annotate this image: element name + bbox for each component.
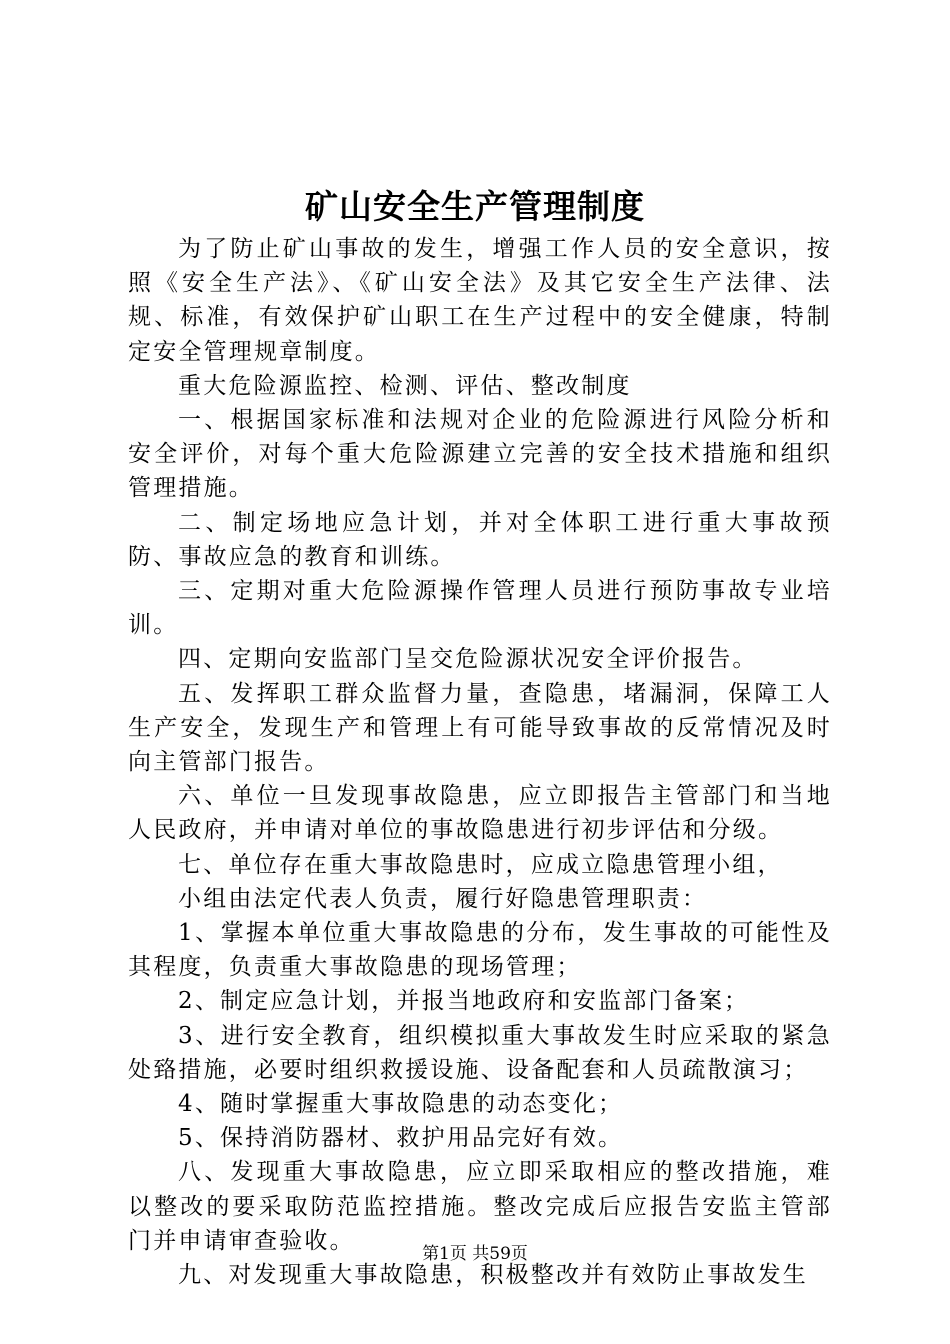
paragraph-item-8: 八、发现重大事故隐患，应立即采取相应的整改措施，难以整改的要采取防范监控措施。整改完成后应报告安监主管部门并申请审查验收。 — [128, 1159, 832, 1254]
paragraph-item-3: 三、定期对重大危险源操作管理人员进行预防事故专业培训。 — [128, 578, 832, 639]
paragraph-subitem-3: 3、进行安全教育，组织模拟重大事故发生时应采取的紧急处臵措施，必要时组织救援设施、设备配套和人员疏散演习； — [128, 1022, 832, 1083]
paragraph-section-heading: 重大危险源监控、检测、评估、整改制度 — [178, 372, 632, 399]
paragraph-subitem-5: 5、保持消防器材、救护用品完好有效。 — [178, 1125, 624, 1152]
document-title: 矿山安全生产管理制度 — [305, 187, 645, 226]
paragraph-item-9: 九、对发现重大事故隐患，积极整改并有效防止事故发生 — [178, 1262, 808, 1289]
paragraph-item-5: 五、发挥职工群众监督力量，查隐患，堵漏洞，保障工人生产安全，发现生产和管理上有可能导致事故的反常情况及时向主管部门报告。 — [128, 680, 832, 776]
paragraph-item-7: 七、单位存在重大事故隐患时，应成立隐患管理小组， — [178, 851, 783, 878]
paragraph-subitem-1: 1、掌握本单位重大事故隐患的分布，发生事故的可能性及其程度，负责重大事故隐患的现场管理； — [128, 920, 832, 981]
document-body — [128, 232, 832, 1292]
paragraph-intro: 为了防止矿山事故的发生，增强工作人员的安全意识，按照《安全生产法》、《矿山安全法》及其它安全生产法律、法规、标准，有效保护矿山职工在生产过程中的安全健康，特制定安全管理规章制度。 — [128, 236, 832, 365]
paragraph-item-4: 四、定期向安监部门呈交危险源状况安全评价报告。 — [178, 646, 758, 673]
paragraph-item-2: 二、制定场地应急计划，并对全体职工进行重大事故预防、事故应急的教育和训练。 — [128, 509, 832, 570]
paragraph-subitem-2: 2、制定应急计划，并报当地政府和安监部门备案； — [178, 988, 750, 1015]
paragraph-item-1: 一、根据国家标准和法规对企业的危险源进行风险分析和安全评价，对每个重大危险源建立完善的安全技术措施和组织管理措施。 — [128, 407, 832, 502]
paragraph-item-6: 六、单位一旦发现事故隐患，应立即报告主管部门和当地人民政府，并申请对单位的事故隐患进行初步评估和分级。 — [128, 783, 832, 844]
paragraph-item-7-detail: 小组由法定代表人负责，履行好隐患管理职责： — [178, 885, 708, 912]
paragraph-subitem-4: 4、随时掌握重大事故隐患的动态变化； — [178, 1091, 624, 1118]
page-number-footer: 第1页 共59页 — [422, 1244, 528, 1264]
